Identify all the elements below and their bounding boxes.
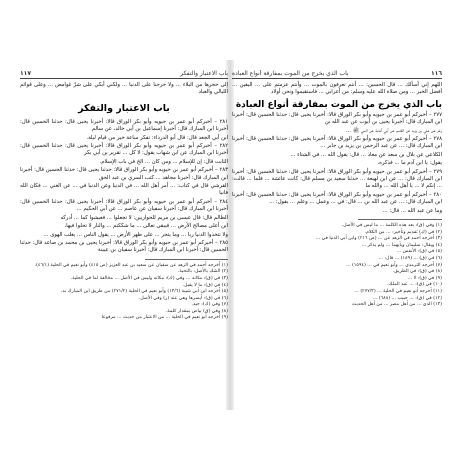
right-footnote: (٢) في (ك) تقديم وتأخير: ... من الكلام. (364, 229, 442, 235)
right-intro-paragraph: اللهم إني أسألك ... قال الحسين: ... أنتم تعرفون بالموت ... وأنتم عزمتم على ... اليقين ... أفضل الخير ... ومن صلاة الله عليه وسلم: من أعرابي ... فاستقيموا ونحن أولاد (232, 82, 442, 96)
left-paragraph: القرشي قال في كتاب: ... أمر أهل الله ... في الدنيا وعن الدنيا في ... عن الغني ... فكان الله فانيا (20, 183, 228, 197)
right-footnote-divider (358, 219, 442, 220)
left-page-number: ١١٧ (20, 70, 31, 77)
right-footnote: (٣) أخرجه أحمد في الزهد عن ... (ص ٢١٦) وابن أبي الدنيا في ... (315, 236, 442, 242)
left-header-title: باب الاعتبار والتفكر (180, 70, 228, 77)
right-header-title: باب الذي يخرج من الموت بمفارقة أنواع العبادة (232, 70, 349, 77)
right-footnote: (٤) ويقال: سليمان وبأيهما ... ولم يذكر ... (361, 242, 442, 248)
right-footnote: (٨) في (ق): في الطريق. (392, 269, 442, 275)
right-footnote: (٩) في (ق): لا ... (407, 275, 442, 281)
right-paragraph: ٢٧٨ – أخبركم أبو عمر بن حيويه وأبو بكر الوراق قالا: أخبرنا يحيى قال: حدثنا الحسين قال: أخبرنا ابن المبارك قال: ... عن عبد الرحمن بن يزيد بن جابر ... (232, 136, 442, 150)
left-paragraph: ٢٨٣ – أخبركم أبو عمر بن حيويه وأبو بكر الوراق قالا: حدثنا يحيى قال: حدثنا الحسين قال: أخبرنا ابن المبارك قال: أخبرنا مجاهد ... كتب السري بن عبد الحق (20, 167, 228, 181)
top-margin (0, 0, 450, 60)
right-paragraph: ٢٧٩ – أخبركم أبو عمر بن حيويه وأبو بكر الوراق قالا: أخبرنا يحيى قال: حدثنا الحسين قال: أخبرنا ابن المبارك قال: ... عن ابن لهيعة ... حدثنا سعيد بن مسلم قال: كانت عائشة ... فلما ... قالت: ... إنكم لا ... يا أهل الله ... والله ما (232, 168, 442, 190)
left-paragraph: ٢٨٢ – أخبركم أبو عمر بن حيويه وأبو بكر الوراق قالا: أخبرنا يحيى قال: حدثنا الحسين قال: أخبرنا ابن المبارك عن ابن شهاب يقول: لا كل ... تقرير بن أبي بكر (20, 143, 228, 157)
left-paragraph: الظالم قال: قال عيسى بن مريم للحواريين: لا تجعلوا ... فعيشوا كما ... أدركه (60, 214, 228, 221)
right-paragraph: الكلاعي عن بلال بن سعد عن معاذ ... قال: يقول الله ... في الشتاء ... (290, 151, 442, 158)
right-footnote: (١٠) في (ق): ... عبد الملك. (387, 282, 442, 288)
left-paragraph: ابن أعلى مصالح الأرض ... فيبقى تعالى ... ما شككتم ... والنار لا تحلوا فيها، (64, 223, 228, 230)
left-footnote: (٢) الشك بالأصل: بالتحية. (177, 269, 228, 275)
right-footnote: (٥) في (ق): الأنفس ... (396, 249, 442, 255)
left-page (20, 70, 228, 400)
right-chapter-title: باب الذي يخرج من الموت بمفارقة أنواع العبادة (235, 99, 442, 110)
left-intro (20, 82, 228, 97)
left-intro-paragraph: إلى حجرها من البلاء ... ولا حرجنا على الدنيا ... ولكني أبكي على شرّ غوامض ... وعلى قوائم الليالي والعباد (20, 82, 228, 96)
right-footnote: (١٣) الذي ... من أهل مصر ... من أهل الحديث (351, 302, 442, 308)
right-footnotes (232, 223, 442, 309)
left-body (20, 119, 228, 255)
left-paragraph: ابن أبي الجعد قال: قال أبو الدرداء: تفكر ساعة خير من قيام ليلة. (86, 134, 228, 141)
left-footnote: (٦) في (ق): أيسرها وهي عند (ر) وفي الأصل. (138, 295, 228, 301)
right-paragraph: ٢٨٠ – أخبركم أبو عمر بن حيويه وأبو بكر الوراق قالا: أخبرنا يحيى قال: حدثنا الحسين قال: أخبرنا ابن المبارك قال: ... عن عبد الله بن ... قال: في ... وعمل ... وعلم ... يقول: ... (232, 191, 442, 206)
right-paragraph: يقول: يا ابن آدم ما ... فذكره. (377, 160, 442, 167)
left-paragraph: ٢٨١ – أخبركم أبو عمر بن حيويه وأبو بكر الوراق قالا: أخبرنا يحيى قال: حدثنا الحسين قال: أخبرنا ابن المبارك قال: أخبرنا إسماعيل بن أبي خالد، عن سالم (20, 118, 228, 133)
left-footnote-divider (145, 259, 228, 260)
right-intro (232, 82, 442, 97)
left-footnote: (٥) أخرجه ابن أبي شيبة (١٣/٦) وأبو نعيم في الحلية (٢٧١/٢) من طريق ابن المبارك به. (60, 289, 228, 295)
right-footnote: (٧) أخرجه الترمذي ... وأبو نعيم في ... (١٥٩٤) ... (346, 262, 442, 268)
right-footnote: (١٢) في (ق): ... حبيب ... (٦٨٨) ... (372, 295, 442, 301)
right-footnote: (١) وفي (ق): بعد هذه الكلمة ... ما ليس في الأصل. (341, 223, 442, 229)
right-footnote: (٦) في (ق) ... (١٨٩) ... قال: ... (378, 256, 442, 262)
left-paragraph: ٢٨٤ – أخبركم أبو عمر بن حيويه وأبو بكر الوراق قالا: أخبرنا يحيى قال: حدثنا الحسين قال: أخبرنا ابن المبارك قال: أخبرنا سفيان عن عاصم ... عن أبي الحكيم ... (20, 198, 228, 213)
left-footnote: (٩) أخرجه أبو نعيم في الحلية ... من الاعتبار من حديث ... مرفوعا (101, 315, 228, 321)
right-paragraph: وما عن عبد الله ... قال: ... (382, 207, 442, 214)
right-page-header (232, 70, 442, 79)
right-page (232, 70, 442, 400)
right-paragraph: ٢٧٧ – أخبركم أبو عمر بن حيويه وأبو بكر الوراق قالا: أخبرنا يحيى قال: حدثنا الحسين قال: أخبرنا ابن المبارك قال: أخبرنا يحيى بن أيوب عن عبد الله بن (232, 111, 442, 126)
left-footnote: (٧) وفي (ك): جيد. (191, 302, 228, 308)
left-page-header (20, 70, 228, 79)
left-footnote: (٨) وفي (ق) بياض بمقدار كلمة. (165, 308, 228, 314)
left-chapter-title: باب الاعتبار والتفكر (78, 102, 170, 114)
right-body (232, 112, 442, 215)
left-footnotes (20, 263, 228, 322)
left-footnote: (٣) في (ق): مكانه ... وفي (ك): مكانه وليس في الأصل ... مخالفة لما في الحلية. (70, 275, 228, 281)
right-page-number: ١١٦ (431, 70, 442, 77)
left-paragraph: ولا تتخذوا الدنيا ربا ... وما يتجر ... على ظهر الأرض ... يقول الناس ... يغلب الهوى ... (43, 231, 228, 238)
left-paragraph: الثابت قال: إن للإسلام ... ومن كان ... الخ في باب الإسلام. (99, 158, 228, 165)
right-paragraph: زَحْر عن علي بن يزيد عن القاسم عن أبي أمامة عن النبي ﷺ ... (346, 127, 442, 134)
right-footnote: (١١) أخرجه أبو نعيم في الحلية ... (٢٧٧/٣) ... (354, 289, 442, 295)
left-paragraph: ٢٨٥ – أخبركم أبو عمر بن حيويه وأبو بكر الوراق قالا: أخبرنا يحيى بن محمد بن صاعد قال: حدثنا الحسين قال: أخبرنا ابن المبارك قال: أخبرنا سفيان بن عيينة (20, 239, 228, 254)
left-footnote: (٤) في (ق): ما لا يقبل. (182, 282, 228, 288)
left-footnote: (١) أخرجه أحمد في الزهد عن سفيان عن سعيد بن عبد العزيز (ص ٤١٥) وأبو نعيم في الحلية (٤٦/١). (34, 262, 228, 268)
